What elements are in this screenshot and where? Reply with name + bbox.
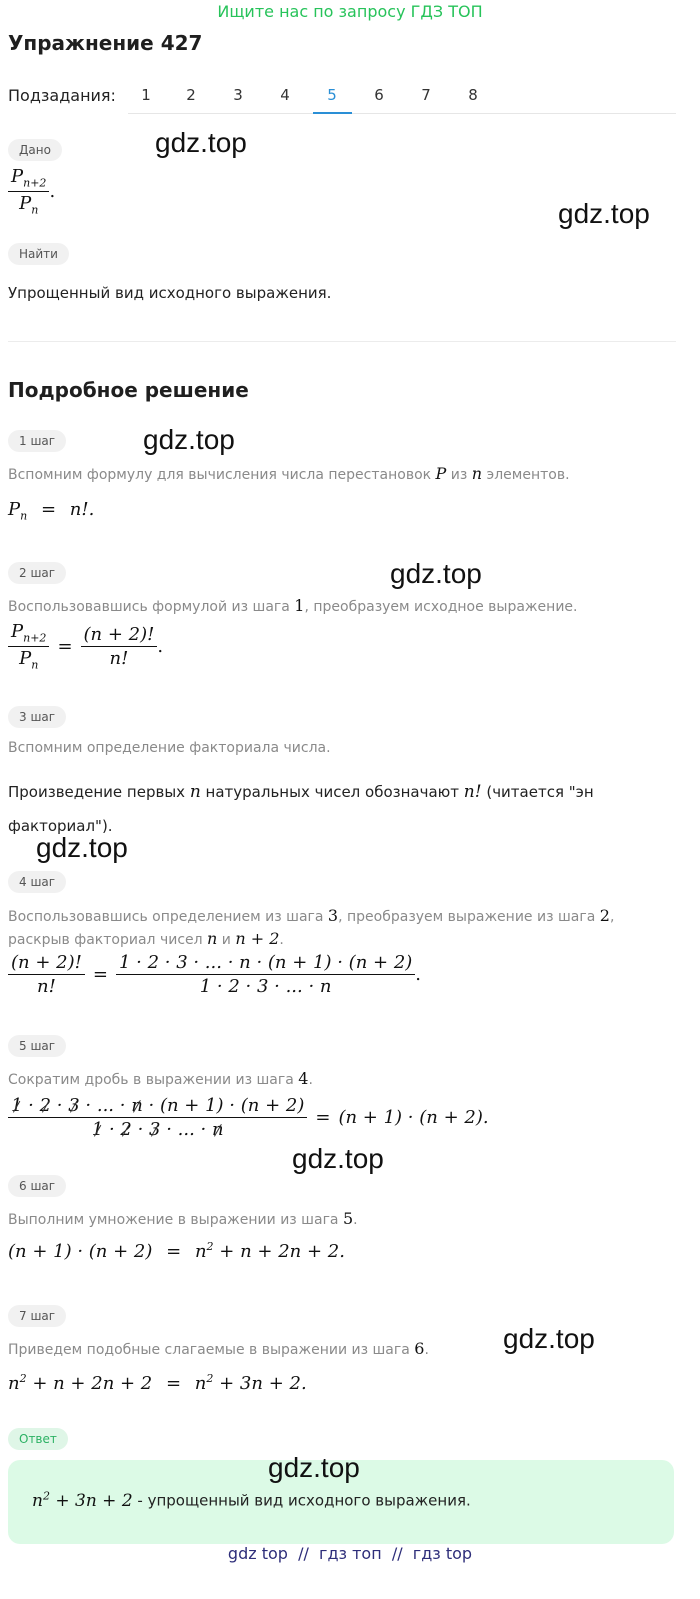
given-expression: $\frac{P_{n+2}}{P_n}$ . (8, 166, 55, 216)
step-4-badge: 4 шаг (8, 871, 66, 893)
watermark: gdz.top (36, 832, 128, 863)
step-1-text: Вспомним формулу для вычисления числа перестановок P из n элементов. (8, 464, 570, 483)
page-title: Упражнение 427 (8, 31, 203, 55)
step-5-badge: 5 шаг (8, 1035, 66, 1057)
step-4-text: Воспользовавшись определением из шага 3, преобразуем выражение из шага 2, раскрыв факториал чисел n и n + 2. (8, 906, 615, 948)
tab-3[interactable]: 3 (233, 86, 243, 104)
watermark: gdz.top (292, 1143, 384, 1174)
subtasks-label: Подзадания: (8, 86, 116, 105)
step-6-badge: 6 шаг (8, 1175, 66, 1197)
step-7-formula: $n^2 + n + 2n + 2 = n^2 + 3n + 2$. (8, 1372, 307, 1394)
tab-1[interactable]: 1 (141, 86, 151, 104)
answer-badge: Ответ (8, 1428, 68, 1450)
tabs-divider (128, 113, 676, 114)
tab-5[interactable]: 5 (327, 86, 337, 104)
step-6-formula: $(n + 1) \cdot (n + 2) = n^2 + n + 2n + 2$. (8, 1240, 345, 1262)
top-banner-link[interactable]: Ищите нас по запросу ГДЗ ТОП (217, 2, 483, 21)
step-2-formula: $\frac{P_{n+2}}{P_n}$ = $\frac{(n + 2)!}{n!}$ . (8, 621, 163, 671)
given-badge: Дано (8, 139, 62, 161)
footer-links[interactable]: gdz top // гдз топ // гдз top (227, 1544, 473, 1563)
step-2-text: Воспользовавшись формулой из шага 1, преобразуем исходное выражение. (8, 596, 578, 615)
watermark: gdz.top (390, 558, 482, 589)
active-tab-indicator (313, 112, 352, 114)
tab-8[interactable]: 8 (468, 86, 478, 104)
tab-2[interactable]: 2 (186, 86, 196, 104)
step-4-formula: $\frac{(n + 2)!}{n!}$ = $\frac{1 \cdot 2 \cdot 3 \cdot ... \cdot n \cdot (n + 1) \cdot (n + 2)}{1 \cdot 2 \cdot 3 \cdot ... \cdot n}$ . (8, 952, 421, 997)
step-5-formula: $\frac{1 \cdot 2 \cdot 3 \cdot ... \cdot n \cdot (n + 1) \cdot (n + 2)}{1 \cdot 2 \cdot 3 \cdot ... \cdot n}$ = (n + 1) · (n + 2). (8, 1095, 489, 1140)
step-6-text: Выполним умножение в выражении из шага 5. (8, 1209, 358, 1228)
step-7-text: Приведем подобные слагаемые в выражении из шага 6. (8, 1339, 429, 1358)
factorial-definition: Произведение первых n натуральных чисел обозначают n! (читается "эн факториал"). (8, 782, 594, 835)
watermark: gdz.top (155, 127, 247, 158)
tab-6[interactable]: 6 (374, 86, 384, 104)
find-badge: Найти (8, 243, 69, 265)
step-2-badge: 2 шаг (8, 562, 66, 584)
watermark: gdz.top (143, 424, 235, 455)
section-divider (8, 341, 676, 342)
step-3-badge: 3 шаг (8, 706, 66, 728)
step-1-formula: $P_n = n$!. (8, 499, 95, 523)
find-text: Упрощенный вид исходного выражения. (8, 284, 332, 302)
watermark: gdz.top (268, 1452, 360, 1483)
step-1-badge: 1 шаг (8, 430, 66, 452)
step-5-text: Сократим дробь в выражении из шага 4. (8, 1069, 313, 1088)
watermark: gdz.top (558, 198, 650, 229)
tab-7[interactable]: 7 (421, 86, 431, 104)
step-7-badge: 7 шаг (8, 1305, 66, 1327)
tab-4[interactable]: 4 (280, 86, 290, 104)
solution-heading: Подробное решение (8, 378, 249, 402)
step-3-text: Вспомним определение факториала числа. (8, 740, 331, 756)
watermark: gdz.top (503, 1323, 595, 1354)
answer-text: $n^2 + 3n + 2$ - упрощенный вид исходного выражения. (32, 1489, 471, 1511)
